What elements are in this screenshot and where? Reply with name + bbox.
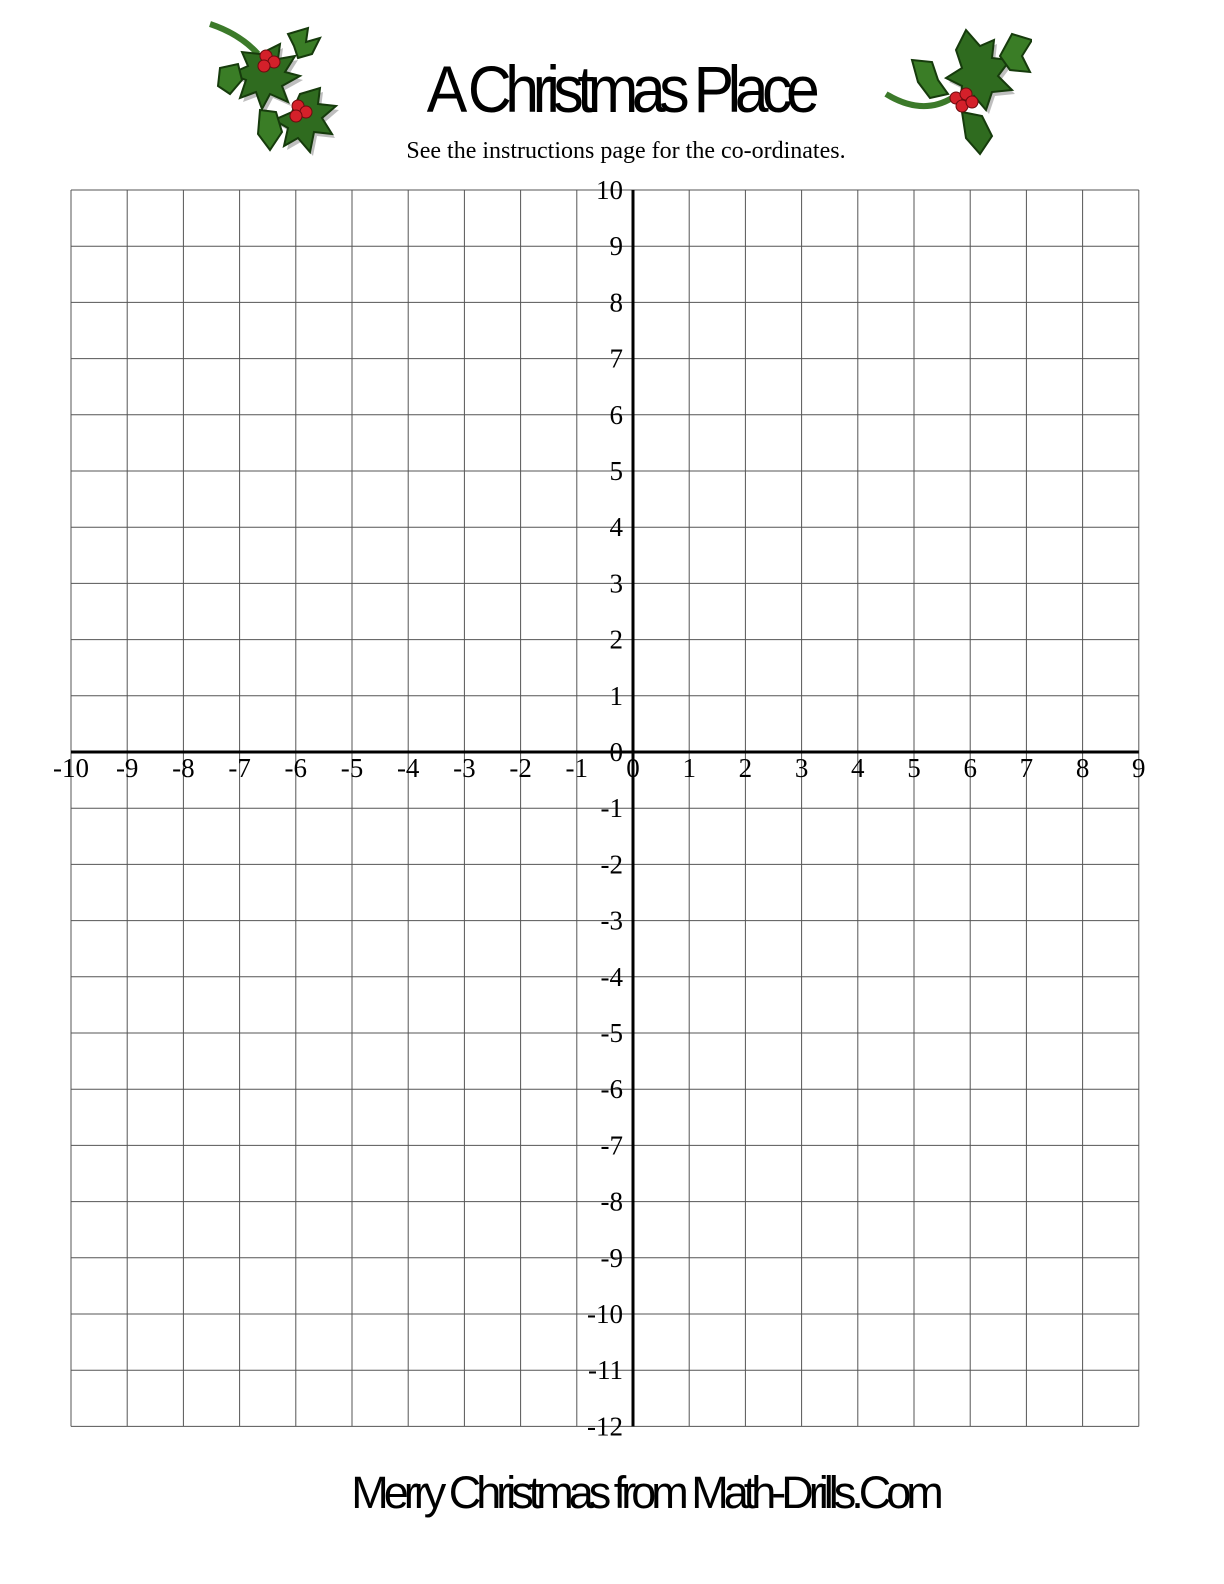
x-tick-label: 3	[794, 753, 809, 783]
x-tick-label: -6	[284, 753, 308, 783]
y-tick-label: 0	[609, 737, 623, 767]
x-tick-label: 1	[682, 753, 696, 783]
y-tick-label: -3	[600, 905, 623, 936]
y-tick-label: 2	[609, 624, 623, 655]
y-tick-label: -4	[600, 961, 623, 992]
y-tick-label: -2	[600, 849, 623, 880]
x-tick-label: -5	[340, 753, 364, 783]
x-tick-label: -9	[115, 753, 139, 783]
x-tick-label: -2	[509, 753, 532, 783]
y-tick-label: 8	[609, 287, 623, 318]
y-tick-label: -1	[600, 793, 623, 824]
y-tick-label: 10	[596, 175, 623, 205]
x-tick-label: 4	[851, 753, 865, 783]
x-tick-label: -7	[228, 753, 251, 783]
x-tick-label: 0	[626, 753, 640, 783]
x-tick-label: 9	[1132, 753, 1146, 783]
x-tick-label: -10	[53, 753, 89, 783]
x-tick-label: -1	[565, 753, 589, 783]
page-title: A Christmas Place	[426, 52, 814, 126]
x-tick-label: -8	[172, 753, 195, 783]
y-tick-label: -8	[600, 1186, 623, 1217]
y-tick-label: 6	[609, 399, 623, 430]
x-tick-label: 7	[1019, 753, 1034, 783]
y-tick-label: 7	[609, 343, 623, 374]
y-tick-label: -7	[600, 1130, 623, 1161]
y-tick-label: -6	[600, 1074, 623, 1105]
x-tick-label: 5	[907, 753, 921, 783]
y-tick-label: 9	[609, 231, 623, 262]
y-tick-label: -12	[587, 1411, 623, 1442]
y-tick-label: 1	[609, 680, 623, 711]
y-tick-label: -5	[600, 1018, 623, 1048]
y-tick-label: -9	[600, 1242, 623, 1273]
x-tick-label: -3	[453, 753, 476, 783]
page-subtitle: See the instructions page for the co-ordinates.	[406, 138, 846, 164]
footer-text: Merry Christmas from Math-Drills.Com	[351, 1467, 939, 1518]
x-tick-label: 8	[1075, 753, 1090, 783]
y-tick-label: 4	[609, 512, 623, 543]
x-tick-label: 6	[963, 753, 977, 783]
x-tick-labels	[53, 753, 1146, 783]
x-tick-label: 2	[738, 753, 753, 783]
y-tick-label: 5	[609, 456, 623, 486]
x-tick-label: -4	[396, 753, 420, 783]
y-tick-label: -11	[588, 1355, 623, 1386]
y-tick-label: -10	[587, 1299, 623, 1329]
y-tick-label: 3	[609, 568, 623, 599]
